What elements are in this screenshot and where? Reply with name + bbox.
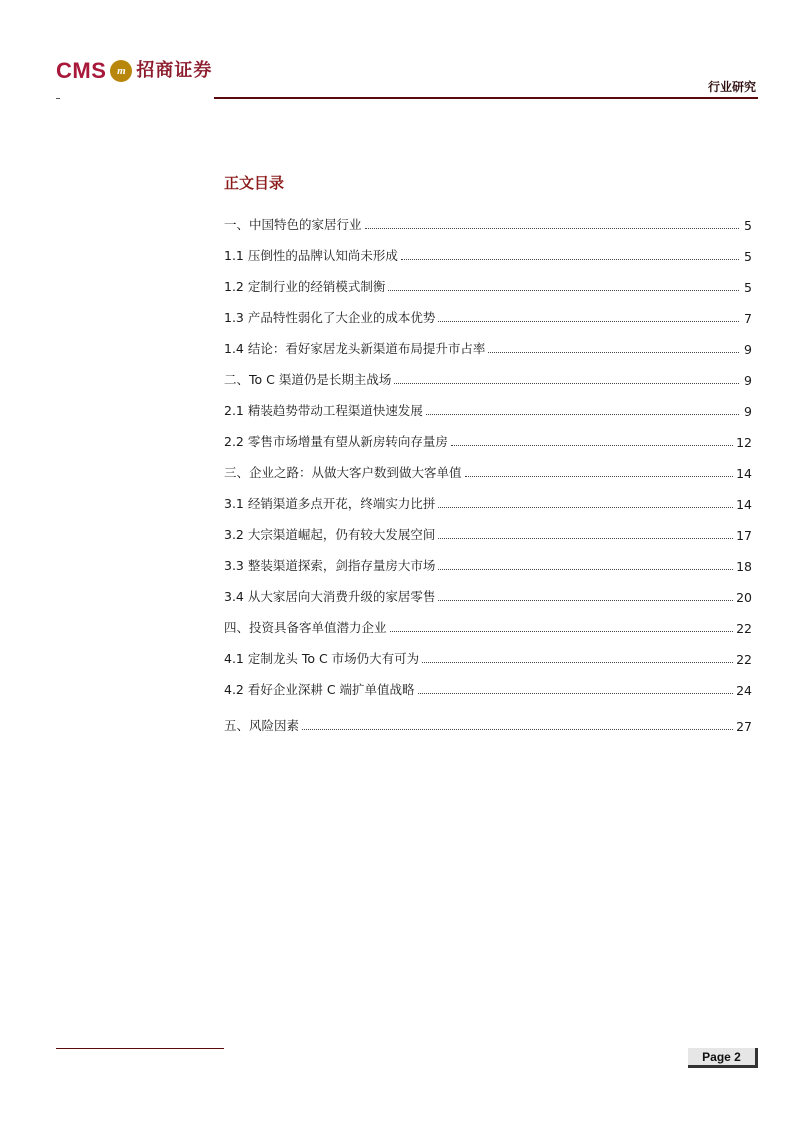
- toc-entry-page: 27: [736, 719, 752, 734]
- toc-entry-label: 2.1 精装趋势带动工程渠道快速发展: [224, 403, 423, 418]
- toc-entry-page: 18: [736, 559, 752, 574]
- toc-leader-dots: [365, 227, 739, 229]
- footer-rule: [56, 1048, 224, 1049]
- toc-leader-dots: [438, 320, 739, 322]
- toc-entry-page: 9: [744, 404, 752, 419]
- toc-entry-label: 五、风险因素: [224, 718, 300, 733]
- toc-leader-dots: [438, 568, 733, 570]
- toc-entry[interactable]: [224, 580, 752, 611]
- toc-leader-dots: [418, 692, 734, 694]
- logo-cms-text: CMS: [56, 58, 107, 83]
- toc-entry[interactable]: [224, 611, 752, 642]
- logo-company-name: 招商证券: [136, 60, 213, 81]
- toc-entry-label: 3.1 经销渠道多点开花，终端实力比拼: [224, 496, 436, 511]
- toc-entry-label: 一、中国特色的家居行业: [224, 217, 362, 232]
- toc-leader-dots: [438, 506, 733, 508]
- toc-entry-page: 5: [744, 249, 752, 264]
- toc-entry-label: 1.3 产品特性弱化了大企业的成本优势: [224, 310, 436, 325]
- toc-entry-label: 1.2 定制行业的经销模式制衡: [224, 279, 386, 294]
- toc-entry[interactable]: [224, 301, 752, 332]
- toc-entry-label: 3.4 从大家居向大消费升级的家居零售: [224, 589, 436, 604]
- logo-emblem-icon: m: [110, 60, 132, 82]
- toc-entry[interactable]: [224, 709, 752, 740]
- toc-entry-label: 1.4 结论：看好家居龙头新渠道布局提升市占率: [224, 341, 486, 356]
- toc-entry[interactable]: [224, 239, 752, 270]
- toc-list: [224, 208, 752, 740]
- toc-entry[interactable]: [224, 456, 752, 487]
- toc-entry[interactable]: [224, 487, 752, 518]
- toc-entry-label: 3.3 整装渠道探索，剑指存量房大市场: [224, 558, 436, 573]
- toc-entry-page: 9: [744, 342, 752, 357]
- toc-entry[interactable]: [224, 518, 752, 549]
- header-rule: [214, 97, 758, 99]
- toc-entry-label: 4.2 看好企业深耕 C 端扩单值战略: [224, 682, 415, 697]
- toc-entry-page: 22: [736, 621, 752, 636]
- toc-leader-dots: [394, 382, 739, 384]
- section-label: 行业研究: [707, 80, 756, 94]
- toc-entry-page: 17: [736, 528, 752, 543]
- toc-leader-dots: [465, 475, 734, 477]
- toc-entry-label: 四、投资具备客单值潜力企业: [224, 620, 387, 635]
- toc-leader-dots: [401, 258, 739, 260]
- toc-entry[interactable]: [224, 394, 752, 425]
- toc-entry-page: 7: [744, 311, 752, 326]
- toc-entry-label: 2.2 零售市场增量有望从新房转向存量房: [224, 434, 448, 449]
- toc-entry-label: 3.2 大宗渠道崛起，仍有较大发展空间: [224, 527, 436, 542]
- toc-leader-dots: [438, 537, 733, 539]
- header-left-mark: [56, 98, 60, 99]
- toc-entry-label: 4.1 定制龙头 To C 市场仍大有可为: [224, 651, 420, 666]
- toc-entry-page: 5: [744, 218, 752, 233]
- toc-entry[interactable]: [224, 425, 752, 456]
- toc-entry[interactable]: [224, 673, 752, 704]
- toc-leader-dots: [302, 728, 733, 730]
- toc-leader-dots: [422, 661, 733, 663]
- toc-entry[interactable]: [224, 208, 752, 239]
- toc-entry-page: 20: [736, 590, 752, 605]
- toc-entry[interactable]: [224, 642, 752, 673]
- toc-entry[interactable]: [224, 332, 752, 363]
- company-logo: [56, 60, 212, 82]
- toc-entry-page: 22: [736, 652, 752, 667]
- toc-entry-page: 14: [736, 497, 752, 512]
- toc-entry-page: 5: [744, 280, 752, 295]
- toc-title: 正文目录: [224, 174, 285, 192]
- toc-leader-dots: [390, 630, 734, 632]
- toc-entry-label: 三、企业之路：从做大客户数到做大客单值: [224, 465, 462, 480]
- page-number-badge: Page 2: [688, 1048, 758, 1068]
- toc-entry[interactable]: [224, 363, 752, 394]
- toc-entry-page: 9: [744, 373, 752, 388]
- toc-leader-dots: [426, 413, 739, 415]
- toc-entry-page: 12: [736, 435, 752, 450]
- toc-entry-label: 二、To C 渠道仍是长期主战场: [224, 372, 392, 387]
- toc-leader-dots: [438, 599, 733, 601]
- toc-entry-label: 1.1 压倒性的品牌认知尚未形成: [224, 248, 398, 263]
- toc-entry-page: 24: [736, 683, 752, 698]
- toc-entry[interactable]: [224, 270, 752, 301]
- toc-entry[interactable]: [224, 549, 752, 580]
- toc-leader-dots: [388, 289, 739, 291]
- toc-leader-dots: [488, 351, 739, 353]
- toc-leader-dots: [451, 444, 733, 446]
- toc-entry-page: 14: [736, 466, 752, 481]
